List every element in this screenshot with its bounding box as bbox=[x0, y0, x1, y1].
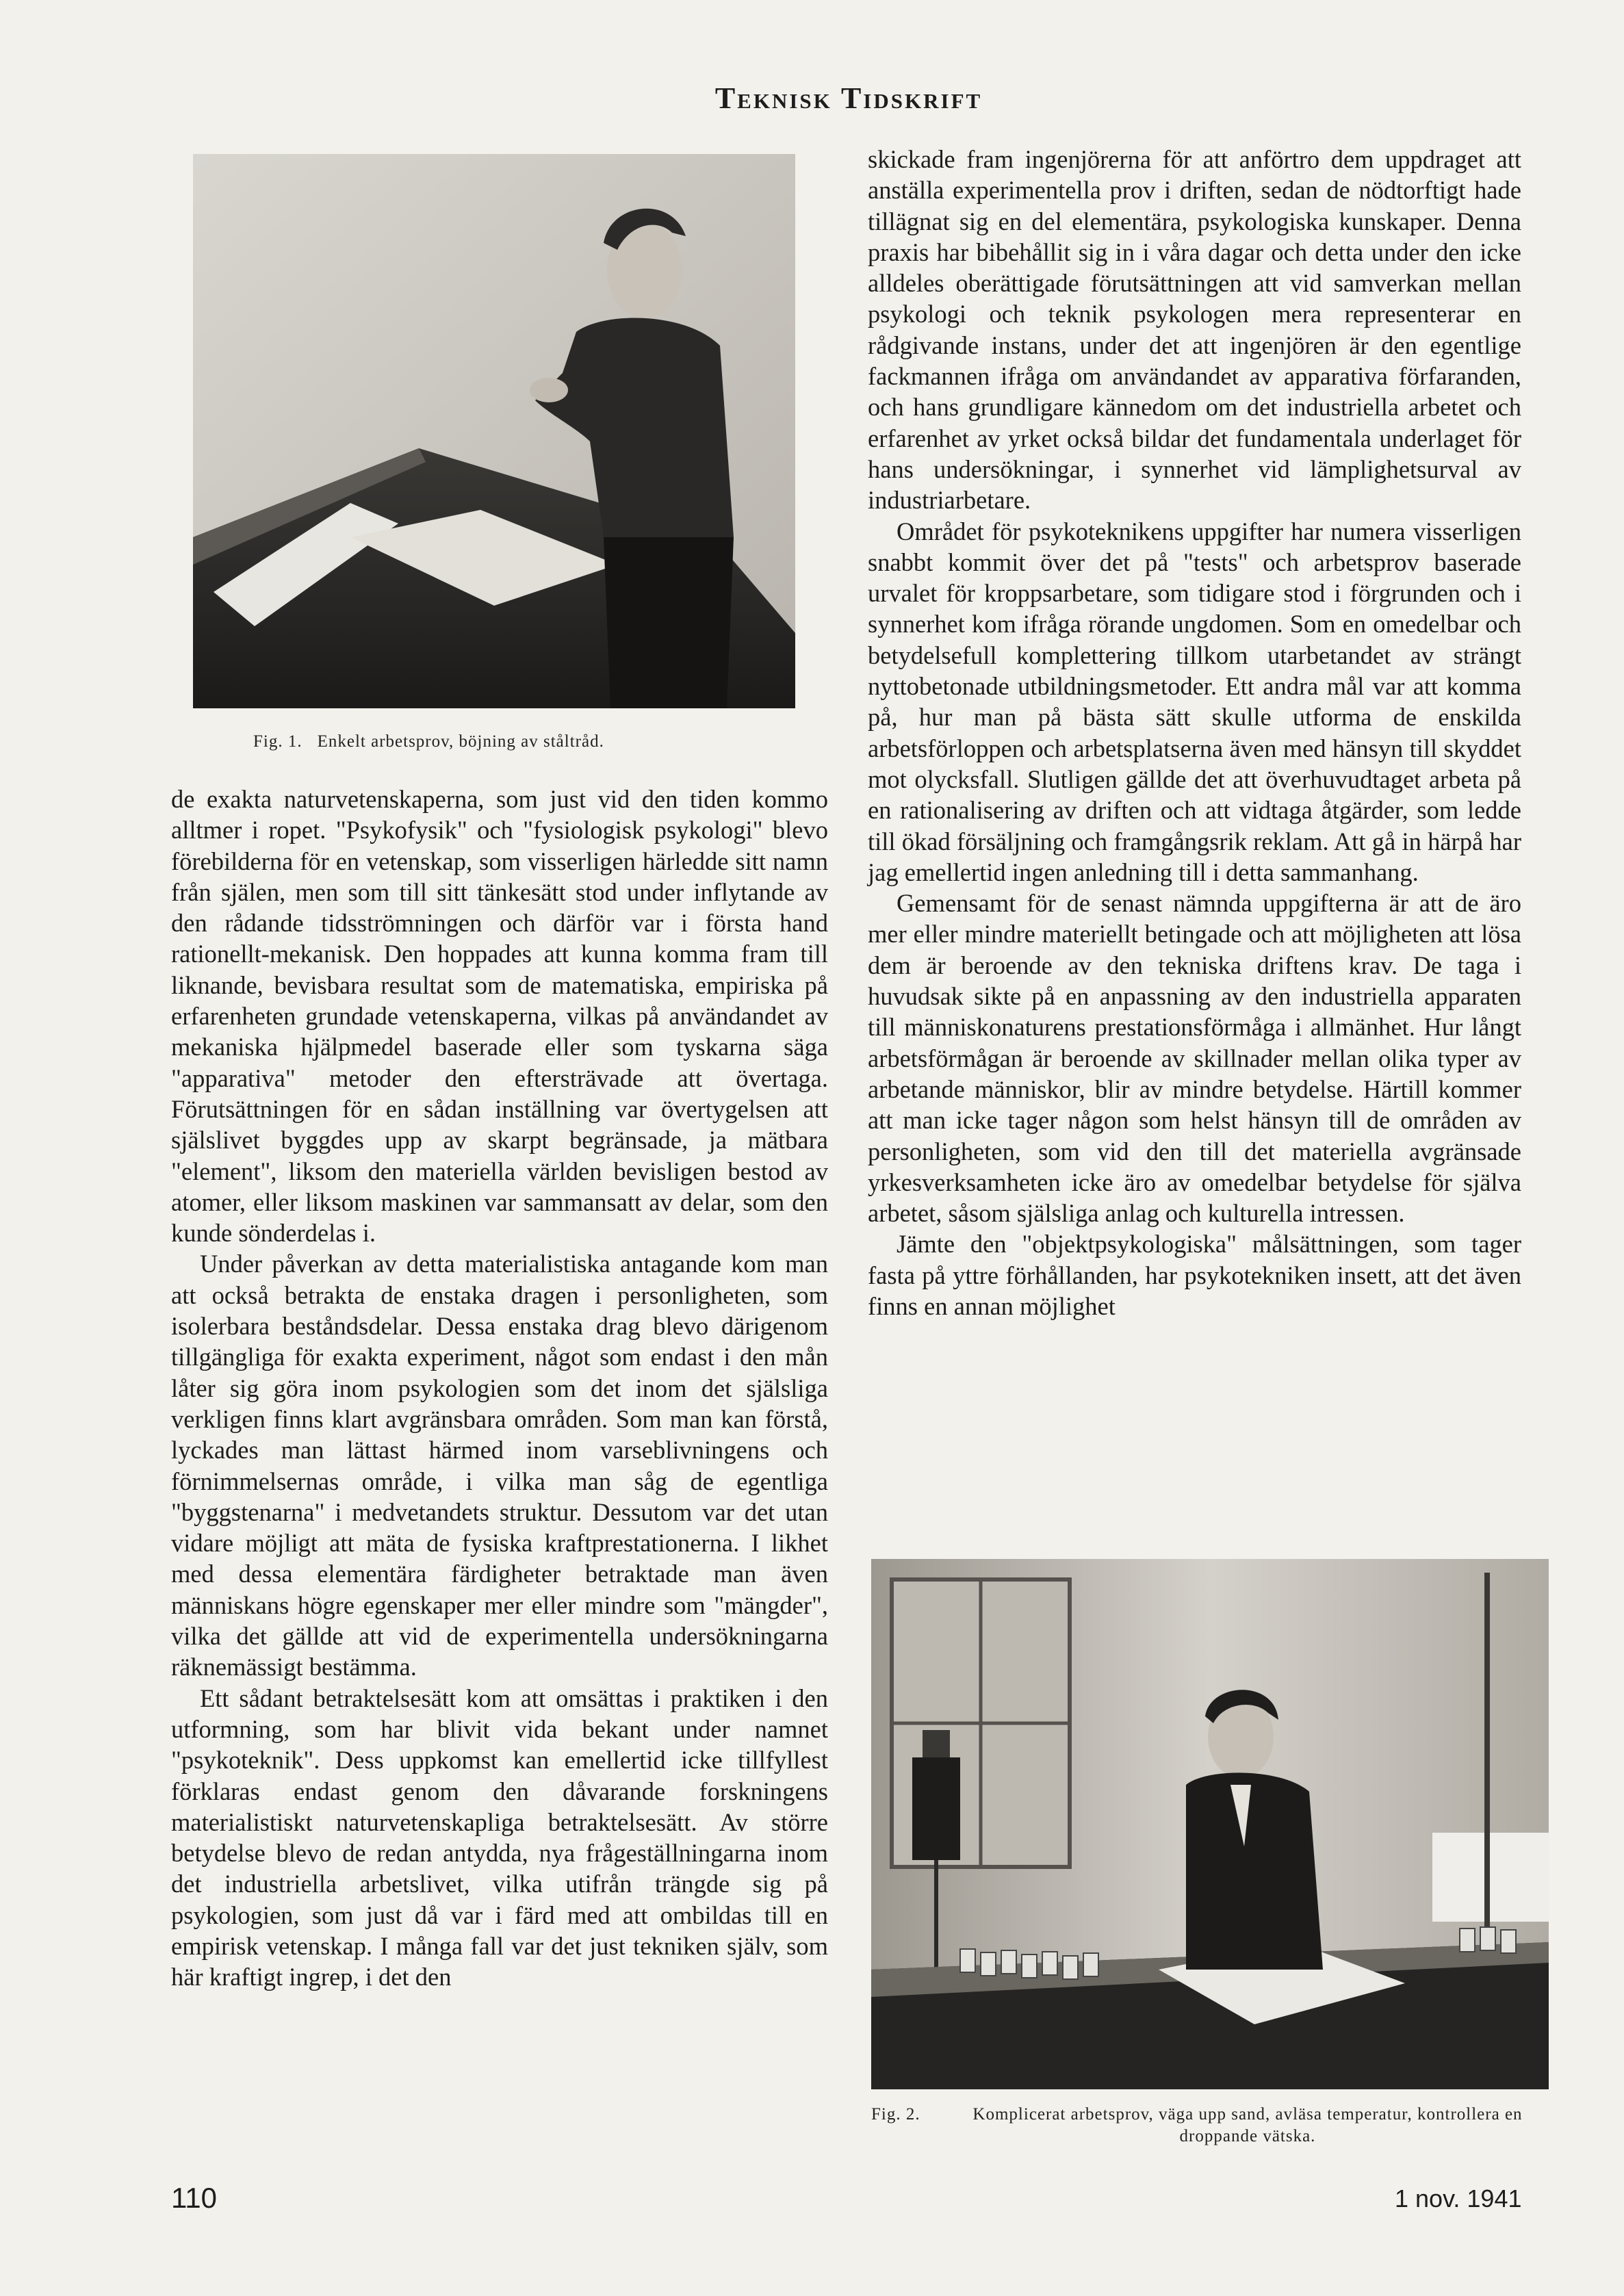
figure-2-caption-text: Komplicerat arbetsprov, väga upp sand, avläsa temperatur, kontrollera en droppande vätska. bbox=[972, 2105, 1523, 2145]
issue-date: 1 nov. 1941 bbox=[1395, 2184, 1522, 2213]
right-paragraph-1: skickade fram ingenjörerna för att anförtro dem uppdraget att anställa experimentella prov i driften, sedan de nödtorftigt hade tillägnat sig en del elementära, psykologiska kunskaper. Denna praxis har bibehållit sig in i våra dagar och detta under den icke alldeles oberättigade förutsättningen att vid samverkan mellan psykologi och teknik psykologen mera representerar en rådgivande instans, under det att ingenjören är den egentlige fackmannen ifråga om användandet av apparativa förfaranden, och hans grundligare kännedom om det industriella arbetet och erfarenhet av yrket också bildar det fundamentala underlaget för hans undersökningar, i synnerhet vid lämplighetsurval av industriarbetare. bbox=[868, 145, 1521, 515]
right-paragraph-3: Gemensamt för de senast nämnda uppgifterna är att de äro mer eller mindre materiellt betingade och att möjligheten att lösa dem är beroende av den tekniska driftens krav. De taga i huvudsak sikte på en anpassning av den industriella apparaten till människonaturens prestationsförmåga i allmänhet. Hur långt arbetsförmågan är beroende av skillnader mellan olika typer av arbetande människor, blir av mindre betydelse. Härtill kommer att man icke tager någon som helst hänsyn till de områden av personligheten, som vid den till det materiella avgränsade yrkesverksamheten icke äro av omedelbar betydelse för själva arbetet, såsom själsliga anlag och kulturella intressen. bbox=[868, 889, 1521, 1228]
right-paragraph-2: Området för psykoteknikens uppgifter har numera visserligen snabbt kommit över det på "tests" och arbetsprov baserade urvalet för kroppsarbetare, som tidigare stod i förgrunden och i synnerhet kom ifråga rörande ungdomen. Som en omedelbar och betydelsefull komplettering tillkom utarbetandet av strängt nyttobetonade utbildningsmetoder. Ett andra mål var att komma på, hur man på bästa sätt skulle utforma de enskilda arbetsförloppen och arbetsplatserna även med hänsyn till skyddet mot olycksfall. Slutligen gällde det att överhuvudtaget arbeta på en rationalisering av driften och att vidtaga åtgärder, som ledde till ökad försäljning och framgångsrik reklam. Att gå in härpå har jag emellertid ingen anledning till i detta sammanhang. bbox=[868, 517, 1521, 886]
figure-1-photo bbox=[193, 154, 795, 708]
figure-1-illustration bbox=[193, 154, 795, 708]
right-paragraph-4: Jämte den "objektpsykologiska" målsättningen, som tager fasta på yttre förhållanden, har psykotekniken insett, att det även finns en annan möjlighet bbox=[868, 1230, 1521, 1320]
figure-2-illustration bbox=[871, 1559, 1549, 2089]
left-paragraph-2: Under påverkan av detta materialistiska antagande kom man att också betrakta de enstaka dragen i personligheten, som isolerbara beståndsdelar. Dessa enstaka drag blevo därigenom tillgängliga för exakta experiment, något som endast i den mån låter sig göra inom psykologien som det inom det själsliga verkligen finns klart avgränsbara områden. Som man kan förstå, lyckades man lättast härmed inom varseblivningens och förnimmelsernas område, i vilka man såg de egentliga "byggstenarna" i medvetandets struktur. Dessutom var det utan vidare möjligt att mäta de fysiska kraftprestationerna. I likhet med dessa elementära färdigheter betraktade man även människans högre egenskaper mer eller mindre som "mängder", vilka det gällde att vid de experimentella undersökningarna räknemässigt bestämma. bbox=[171, 1250, 828, 1681]
figure-1-caption-text: Enkelt arbetsprov, böjning av ståltråd. bbox=[317, 732, 604, 751]
left-column bbox=[171, 784, 828, 1993]
journal-masthead: Teknisk Tidskrift bbox=[714, 81, 983, 115]
figure-1-label: Fig. 1. bbox=[253, 732, 302, 751]
left-paragraph-1: de exakta naturvetenskaperna, som just vid den tiden kommo alltmer i ropet. "Psykofysik" och "fysiologisk psykologi" blevo förebilderna för en vetenskap, som visserligen härledde sitt namn från själen, men som till sitt tänkesätt stod under inflytande av den rådande tidsströmningen och därför var i första hand rationellt-mekanisk. Den hoppades att kunna komma fram till liknande, bevisbara resultat som de matematiska, empiriska på erfarenheten grundade vetenskaperna, vilkas på användandet av mekaniska hjälpmedel baserade eller som tyskarna säga "apparativa" metoder den eftersträvade att övertaga. Förutsättningen för en sådan inställning var övertygelsen att själslivet byggdes upp av skarpt begränsade, ja mätbara "element", liksom den materiella världen bevisligen bestod av atomer, eller liksom maskinen var sammansatt av delar, som den kunde sönderdelas i. bbox=[171, 785, 828, 1248]
figure-1-caption bbox=[253, 731, 801, 753]
figure-2-caption bbox=[871, 2104, 1549, 2147]
figure-2-photo bbox=[871, 1559, 1549, 2089]
page-number: 110 bbox=[171, 2182, 217, 2214]
right-column bbox=[868, 144, 1521, 1321]
figure-2-label: Fig. 2. bbox=[871, 2105, 920, 2124]
left-paragraph-3: Ett sådant betraktelsesätt kom att omsättas i praktiken i den utformning, som har blivit vida bekant under namnet "psykoteknik". Dess uppkomst kan emellertid icke tillfyllest förklaras endast genom den dåvarande forskningens materialistiskt naturvetenskapliga betraktelsesätt. Av större betydelse blevo de redan antydda, nya frågeställningarna inom det industriella arbetslivet, vilka utifrån trängde sig på psykologien, som just då var i färd med att ombildas till en empirisk vetenskap. I många fall var det just tekniken själv, som här kraftigt ingrep, i det den bbox=[171, 1684, 828, 1991]
